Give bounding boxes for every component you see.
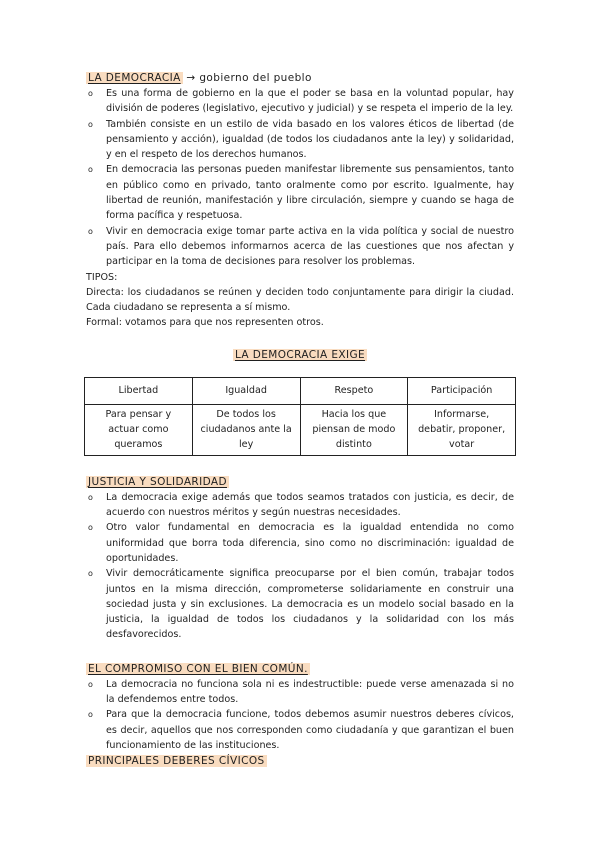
democracia-bullet-list [86,86,514,270]
exige-table [84,377,516,456]
table-cell: Para pensar y actuar como queramos [85,404,193,455]
table-header-row [85,377,516,404]
deberes-heading [86,753,514,769]
bullet-icon: o [88,226,93,236]
justicia-title: JUSTICIA Y SOLIDARIDAD [88,475,227,488]
list-item: o Otro valor fundamental en democracia es la igualdad entendida no como uniformidad que borra toda diferencia, sino como no discriminación: igualdad de oportunidades. [88,522,514,564]
list-item: o Vivir democráticamente significa preocuparse por el bien común, trabajar todos juntos en la misma dirección, comprometerse solidariamente en construir una sociedad justa y sin exclusiones. La democracia es un modelo social basado en la justicia, la igualdad de todos los ciudadanos y la solidaridad con los más desfavorecidos. [88,568,514,641]
bullet-icon: o [88,165,93,175]
list-item: o Es una forma de gobierno en la que el poder se basa en la voluntad popular, hay división de poderes (legislativo, ejecutivo y judicial) y se respeta el imperio de la ley. [88,88,514,115]
compromiso-heading [86,661,514,677]
democracia-title: LA DEMOCRACIA [88,72,181,84]
deberes-title: PRINCIPALES DEBERES CÍVICOS [88,755,265,768]
table-cell: Informarse, debatir, proponer, votar [408,404,516,455]
bullet-icon: o [88,492,93,502]
bullet-icon: o [88,679,93,689]
bullet-icon: o [88,523,93,533]
compromiso-bullet-list [86,677,514,753]
tipos-label: TIPOS: [86,271,118,283]
table-cell: Hacia los que piensan de modo distinto [300,404,408,455]
bullet-icon: o [88,710,93,720]
exige-title: LA DEMOCRACIA EXIGE [234,348,366,361]
democracia-subtitle: gobierno del pueblo [199,72,312,84]
compromiso-title: EL COMPROMISO CON EL BIEN COMÚN. [88,662,308,675]
table-row [85,404,516,455]
list-item: o Para que la democracia funcione, todos debemos asumir nuestros deberes cívicos, es decir, aquellos que nos corresponden como ciudadanía y que garantizan el buen funcionamiento de las instituciones. [88,709,514,751]
bullet-icon: o [88,569,93,579]
justicia-heading [86,474,514,490]
document-page [86,70,514,769]
table-header-cell: Respeto [300,377,408,404]
table-header-cell: Libertad [85,377,193,404]
table-header-cell: Participación [408,377,516,404]
exige-heading [86,347,514,363]
table-header-cell: Igualdad [192,377,300,404]
tipo-formal: Formal: votamos para que nos representen otros. [86,317,324,329]
arrow-separator: → [182,72,200,84]
list-item: o La democracia exige además que todos seamos tratados con justicia, es decir, de acuerdo con nuestros méritos y según nuestras necesidades. [88,491,514,519]
justicia-bullet-list [86,490,514,643]
bullet-icon: o [88,119,93,129]
bullet-icon: o [88,89,93,98]
democracia-heading [86,70,514,86]
list-item: o La democracia no funciona sola ni es indestructible: puede verse amenazada si no la defendemos entre todos. [88,678,514,706]
list-item: o También consiste en un estilo de vida basado en los valores éticos de libertad (de pensamiento y acción), igualdad (de todos los ciudadanos ante la ley) y solidaridad, y en el respeto de los derechos humanos. [88,118,514,161]
list-item: o En democracia las personas pueden manifestar libremente sus pensamientos, tanto en público como en privado, tanto oralmente como por escrito. Igualmente, hay libertad de reunión, manifestación y libre circulación, siempre y cuando se haga de forma pacífica y respetuosa. [88,164,514,222]
tipo-directa: Directa: los ciudadanos se reúnen y deciden todo conjuntamente para dirigir la ciudad. Cada ciudadano se representa a sí mismo. [86,286,514,314]
list-item: o Vivir en democracia exige tomar parte activa en la vida política y social de nuestro país. Para ello debemos informarnos acerca de las cuestiones que nos afectan y participar en la toma de decisiones para resolver los problemas. [88,225,514,268]
table-cell: De todos los ciudadanos ante la ley [192,404,300,455]
